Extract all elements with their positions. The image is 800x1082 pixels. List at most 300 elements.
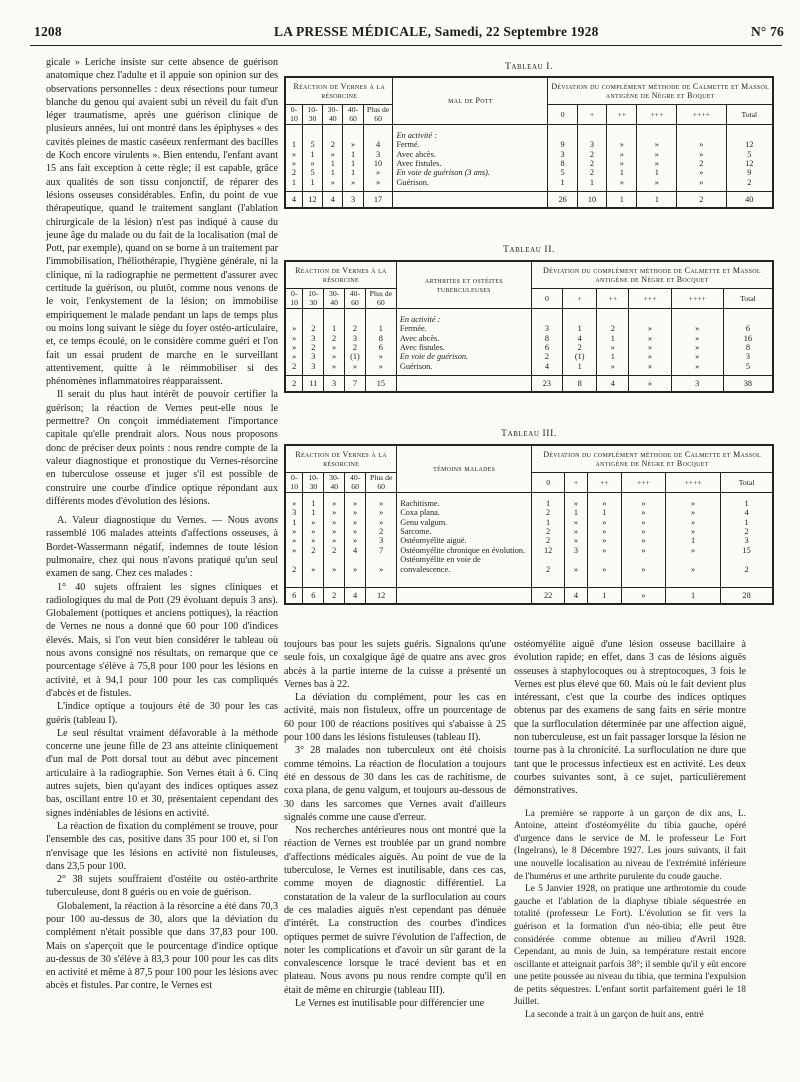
total-cell: 15 — [365, 376, 396, 393]
row-label: Avec abcès. — [399, 333, 440, 343]
table-cell: » — [353, 564, 358, 574]
table-cell: 4 — [544, 361, 549, 371]
row-label: Ostéomyélite aiguë. — [400, 536, 467, 546]
table-cell: 6 — [745, 324, 750, 334]
column-header: 40-60 — [345, 289, 366, 309]
paragraph: Globalement, la réaction à la résorcine a été dans 70,3 pour 100 au-dessus de 30, alors que la déviation du complément n'était possible que dans 37,83 pour 100. Mais on s'aperçoit que le pourcentage d'indice optique au-dessus de 30 s'élève à 83,3 pour 100 pour les cas dits en activité et même à 87,5 pour 100 pour les lésions avec abcès et fistules. Par contre, le Vernes est — [46, 900, 278, 992]
column-header: 10-30 — [303, 289, 324, 309]
table-cell — [288, 131, 300, 140]
table-cell — [580, 131, 604, 140]
table-cell: 1 — [350, 158, 356, 168]
table-cell: 8 — [560, 158, 565, 168]
total-cell: 17 — [363, 192, 393, 209]
table-cell: » — [695, 352, 700, 362]
table-cell: » — [350, 140, 356, 150]
value-column — [531, 308, 562, 375]
total-cell: 1 — [666, 588, 721, 605]
value-column — [723, 308, 773, 375]
column-header: 40-60 — [343, 105, 363, 125]
table-cell: 2 — [379, 526, 384, 536]
column-header: ++ — [588, 473, 622, 493]
total-cell: 3 — [671, 376, 723, 393]
row-labels — [397, 492, 532, 588]
value-column — [285, 124, 302, 191]
value-column — [629, 308, 671, 375]
table-cell: 2 — [546, 564, 551, 574]
table-cell: » — [332, 526, 337, 536]
table-cell: » — [292, 342, 297, 352]
row-label: Guérison. — [399, 361, 433, 371]
table-cell: 3 — [311, 333, 316, 343]
table-cell: » — [332, 352, 337, 362]
table-cell: 2 — [292, 361, 297, 371]
total-cell: 22 — [532, 588, 565, 605]
table-cell: 2 — [699, 158, 704, 168]
table-cell — [305, 315, 321, 324]
column-header: 40-60 — [345, 473, 366, 493]
table-cell: 2 — [291, 168, 297, 178]
total-cell: 6 — [285, 588, 303, 605]
total-cell: » — [629, 376, 671, 393]
value-column — [324, 308, 345, 375]
row-label: Ostéomyélite en voie de convalescence. — [400, 555, 481, 574]
total-cell: 7 — [345, 376, 366, 393]
value-column — [303, 308, 324, 375]
total-cell: 8 — [562, 376, 596, 393]
table-cell: » — [695, 342, 700, 352]
table-cell: 7 — [379, 545, 384, 555]
paragraph: La déviation du complément, pour les cas en activité, mais non fistuleux, offre un pourcentage de 60 pour 100 de réactions positives qui s'abaisse à 25 pour 100 dans les lésions fistuleuses (tableau II). — [284, 692, 506, 744]
table-cell: » — [691, 508, 696, 518]
table-cell: 8 — [745, 342, 750, 352]
table-cell: 12 — [745, 140, 754, 150]
table-cell: 6 — [378, 342, 383, 352]
table-cell: » — [647, 324, 653, 334]
total-cell: 23 — [531, 376, 562, 393]
table-cell: » — [379, 498, 384, 508]
column-header: 10-30 — [303, 473, 324, 493]
row-label: En voie de guérison. — [399, 352, 469, 362]
table-cell: » — [573, 498, 579, 508]
paragraph: L'indice optique a toujours été de 30 pour les cas guéris (tableau I). — [46, 701, 278, 726]
table-cell: 12 — [745, 158, 754, 168]
table-cell: » — [330, 177, 335, 187]
page-header — [34, 24, 784, 44]
value-column — [345, 492, 366, 588]
table-cell: » — [332, 361, 337, 371]
table-cell: 5 — [747, 149, 752, 159]
table-cell: » — [602, 564, 607, 574]
table-cell: » — [375, 177, 381, 187]
value-column — [363, 124, 393, 191]
total-cell: 10 — [577, 192, 606, 209]
table-cell: » — [647, 352, 653, 362]
table-cell: 1 — [330, 158, 335, 168]
value-column — [324, 492, 345, 588]
row-label: Guérison. — [396, 177, 429, 187]
table-cell: » — [573, 526, 579, 536]
table-cell: » — [332, 498, 337, 508]
table-cell — [368, 315, 394, 324]
value-column — [677, 124, 726, 191]
column-header: ++++ — [666, 473, 721, 493]
value-column — [562, 308, 596, 375]
table-cell: 9 — [560, 140, 565, 150]
row-label: Fermée. — [399, 324, 427, 334]
table-cell: » — [311, 517, 316, 527]
table-cell: 1 — [291, 177, 297, 187]
table-cell: » — [573, 564, 579, 574]
table-cell: 2 — [311, 545, 316, 555]
table-cell: 3 — [352, 333, 357, 343]
total-cell: 2 — [285, 376, 303, 393]
table-cell — [305, 131, 320, 140]
row-label: Ostéomyélite chronique en évolution. — [400, 545, 526, 555]
table-cell: » — [695, 333, 700, 343]
table-cell: » — [332, 342, 337, 352]
table-cell: » — [379, 564, 384, 574]
group-header: témoins malades — [397, 445, 532, 492]
table-cell: 16 — [743, 333, 753, 343]
table-cell: » — [691, 564, 696, 574]
paragraph: 2° 38 sujets souffraient d'ostéite ou ostéo-arthrite tuberculeuse, dont 8 guéris ou en voie de guérison. — [46, 874, 278, 899]
table-cell: 1 — [602, 508, 607, 518]
table-cell: 3 — [560, 149, 565, 159]
column-header: + — [562, 289, 596, 309]
table-cell: » — [353, 526, 358, 536]
value-column — [548, 124, 577, 191]
row-label: En voie de guérison (3 ans). — [396, 168, 490, 178]
table-cell — [325, 131, 340, 140]
section-heading-paragraph: A. Valeur diagnostique du Vernes. — Nous avons rassemblé 106 malades atteints d'affections osseuses, à Bordet-Wassermann négatif, indemnes de toute lésion pulmonaire, chez qui nous n'avons pratiqué qu'un seul examen de sang. Chez ces malades : — [46, 515, 278, 580]
group-header: arthrites et ostéites tuberculeuses — [396, 261, 531, 308]
column-header: ++++ — [671, 289, 723, 309]
table-cell: » — [641, 517, 646, 527]
column-header: Plus de 60 — [365, 289, 396, 309]
table-cell: 1 — [546, 498, 551, 508]
row-label: Avec fistules. — [399, 342, 445, 352]
table-cell: 2 — [747, 177, 752, 187]
table-cell: » — [350, 177, 356, 187]
total-cell: 4 — [285, 192, 302, 209]
total-cell: 26 — [548, 192, 577, 209]
paragraph: Le 5 Janvier 1928, on pratique une arthrotomie du coude gauche et l'ablation de la diaphyse tibiale séquestrée en totalité (professeur Le Fort). L'évolution se fit vers la guérison et la formation d'un néo-tibia; elle peut être considérée comme obtenue au milieu d'Avril 1928. Cependant, au mois de Juin, sa température restait encore oscillante et atteignait parfois 38°; il semble qu'il y eût encore une petite poussée au niveau du tibia, que termina l'expulsion de petits séquestres. L'enfant sortit parfaitement guéri le 18 Juillet. — [514, 884, 746, 1008]
table-1 — [284, 76, 774, 209]
total-cell: 3 — [343, 192, 363, 209]
table-cell: » — [691, 498, 696, 508]
row-labels — [396, 308, 531, 375]
case-notes — [514, 808, 746, 1022]
total-cell: 2 — [677, 192, 726, 209]
table-cell: 1 — [577, 361, 582, 371]
paragraph: La réaction de fixation du complément se trouve, pour l'ensemble des cas, positive dans 35 pour 100 et, si l'on n'envisage que les lésions en activité non fistuleuses, dans 23,5 pour 100. — [46, 820, 278, 872]
table-cell: 2 — [589, 158, 595, 168]
row-label: En activité : — [396, 130, 437, 140]
paragraph: Il serait du plus haut intérêt de pouvoir certifier la guérison; la réaction de Vernes peut-elle nous le permettre? On conçoit immédiatement l'importance capitale qu'elle prendrait alors. Nous nous proposons donc de préciser deux points : nous rendre compte de la valeur diagnostique et pronostique du Vernes-résorcine en tuberculose osseuse et juger s'il est possible de construire une courbe d'indice optique répondant aux différents modes d'évolution des lésions. — [46, 389, 278, 507]
table-cell: 2 — [332, 545, 337, 555]
table-cell: » — [311, 536, 316, 546]
value-column — [345, 308, 366, 375]
value-column — [302, 124, 322, 191]
table-cell: » — [699, 140, 704, 150]
table-cell: » — [647, 333, 653, 343]
table-cell: 8 — [378, 333, 383, 343]
table-cell: » — [353, 536, 358, 546]
total-cell: 4 — [323, 192, 343, 209]
table-cell: » — [573, 517, 579, 527]
table-cell: » — [695, 324, 700, 334]
table-cell: » — [378, 361, 383, 371]
row-label: En activité : — [399, 314, 441, 324]
table-cell: 1 — [560, 177, 565, 187]
total-cell: 4 — [597, 376, 629, 393]
table-cell: 2 — [330, 140, 335, 150]
column-header: 0-10 — [285, 289, 303, 309]
total-cell: 1 — [607, 192, 637, 209]
table-cell — [674, 315, 721, 324]
paragraph: 3° 28 malades non tuberculeux ont été choisis comme témoins. La réaction de floculation a toujours été en dessous de 30 dans les cas de rachitisme, de coxa plana, de genu valgum, et toujours au-dessous de 30 dans les sarcomes que Vernes avait d'ailleurs signalés comme une cause d'erreur. — [284, 745, 506, 823]
paragraph: La seconde a trait à un garçon de huit ans, entré — [525, 1010, 704, 1021]
table-cell: 4 — [375, 140, 381, 150]
table-cell: » — [292, 352, 297, 362]
value-column — [532, 492, 565, 588]
group-header: mal de Pott — [393, 77, 548, 124]
table-cell — [679, 131, 723, 140]
table-2 — [284, 260, 774, 393]
table-cell: 1 — [310, 177, 315, 187]
column-header: 10-30 — [302, 105, 322, 125]
table-cell: 1 — [330, 168, 335, 178]
column-header: +++ — [637, 105, 677, 125]
table-cell: » — [654, 149, 659, 159]
table-cell: 6 — [544, 342, 549, 352]
table-cell: » — [695, 361, 700, 371]
table-cell: » — [330, 149, 335, 159]
table-cell: » — [641, 564, 646, 574]
total-label-cell — [397, 588, 532, 605]
table-cell: » — [291, 149, 297, 159]
table-cell: 3 — [745, 352, 750, 362]
table-cell: » — [379, 508, 384, 518]
paragraph: Nos recherches antérieures nous ont montré que la réaction de Vernes est troublée par un grand nombre d'affections médicales aiguës. Au point de vue de la tuberculose, le Vernes est inutilisable, dans ces cas, comme moyen de diagnostic différentiel. La constatation de la valeur de la surfloculation au cours de ces maladies aiguës n'est cependant pas dénuée d'intérêt. La construction des courbes d'indices optiques permet de suivre l'évolution de l'affection, de noter les complications et d'avoir un sûr garant de la convalescence lorsque le tracé devient bas et en plateau. Nous avons pu nous rendre compte qu'il en était de même en chirurgie (tableau III). — [284, 825, 506, 996]
table-cell: 1 — [350, 149, 356, 159]
table-cell: 3 — [311, 361, 316, 371]
table-cell: 3 — [311, 352, 316, 362]
table-cell: 15 — [742, 545, 751, 555]
paragraph: toujours bas pour les sujets guéris. Signalons qu'une seule fois, un coxalgique âgé de quatre ans avec gros abcès à la partie interne de la cuisse a présenté un Vernes bas à 22. — [284, 639, 506, 690]
row-label: Avec abcès. — [396, 149, 436, 159]
table-cell — [599, 315, 626, 324]
table-cell: 2 — [744, 564, 749, 574]
total-cell: » — [621, 588, 665, 605]
value-column — [607, 124, 637, 191]
table-cell — [288, 315, 300, 324]
table-cell: 1 — [378, 324, 383, 334]
table-cell: » — [699, 149, 704, 159]
table-cell: 2 — [352, 324, 357, 334]
column-header: 0 — [532, 473, 565, 493]
table-cell: » — [379, 517, 384, 527]
table-cell: 2 — [744, 526, 749, 536]
journal-title: LA PRESSE MÉDICALE, Samedi, 22 Septembre 1928 — [274, 24, 599, 39]
table-cell: 2 — [546, 526, 551, 536]
value-column — [565, 492, 588, 588]
table-cell — [345, 131, 360, 140]
value-column — [721, 492, 773, 588]
table-cell: » — [619, 140, 624, 150]
value-column — [588, 492, 622, 588]
vernes-header: Réaction de Vernes à la résorcine — [285, 77, 393, 105]
value-column — [666, 492, 721, 588]
table-cell: 5 — [310, 140, 315, 150]
column-header: Total — [723, 289, 773, 309]
table-cell: » — [353, 517, 358, 527]
table-cell: 2 — [589, 168, 595, 178]
table-cell: 1 — [619, 168, 624, 178]
value-column — [303, 492, 324, 588]
row-label: Sarcome. — [400, 526, 432, 536]
table-cell: (1) — [350, 352, 360, 362]
table-cell: 1 — [311, 498, 316, 508]
table-cell: » — [310, 158, 315, 168]
value-column — [671, 308, 723, 375]
table-cell — [639, 131, 674, 140]
table-cell: » — [573, 536, 579, 546]
total-cell: 3 — [324, 376, 345, 393]
total-cell: 2 — [324, 588, 345, 605]
table-cell: » — [602, 498, 607, 508]
table-cell: 2 — [311, 324, 316, 334]
paragraph: 1° 40 sujets offraient les signes cliniques et radiologiques du mal de Pott (29 évoluant depuis 3 ans). Globalement (pottiques et anciens pottiques), la réaction de Vernes ne nous a donné que 60 pour 100 d'indices élevés. Mais, si l'on veut bien considérer le tableau où nous avons consigné nos résultats, on remarque que ce pourcentage s'élève à 75,8 pour 100 pour les lésions en activité, et à 94,1 pour 100 pour les cas compliqués d'abcès et de fistules. — [46, 581, 278, 699]
table-cell: 5 — [560, 168, 565, 178]
table-3-caption: Tableau III. — [501, 429, 557, 439]
table-cell: 2 — [311, 342, 316, 352]
column-header: +++ — [621, 473, 665, 493]
paragraph: Le Vernes est inutilisable pour différencier une — [295, 998, 485, 1010]
table-cell — [550, 131, 574, 140]
table-cell: » — [619, 158, 624, 168]
total-cell: 4 — [345, 588, 366, 605]
total-label-cell — [393, 192, 548, 209]
complement-header: Déviation du complément méthode de Calmette et Massol antigène de Nègre et Bocquet — [531, 261, 773, 289]
value-column — [323, 124, 343, 191]
total-cell: 1 — [588, 588, 622, 605]
table-cell: 1 — [589, 177, 595, 187]
table-cell: » — [691, 545, 696, 555]
row-label: Coxa plana. — [400, 508, 440, 518]
table-cell: » — [332, 508, 337, 518]
total-cell: 4 — [565, 588, 588, 605]
column-header: Plus de 60 — [363, 105, 393, 125]
table-cell: » — [610, 361, 615, 371]
table-cell: » — [641, 536, 646, 546]
table-cell: » — [699, 168, 704, 178]
table-cell — [326, 315, 342, 324]
table-cell: » — [641, 545, 646, 555]
value-column — [577, 124, 606, 191]
table-cell: 3 — [544, 324, 549, 334]
table-cell: 1 — [546, 517, 551, 527]
table-cell: 2 — [546, 508, 551, 518]
value-column — [343, 124, 363, 191]
table-cell: 1 — [310, 149, 315, 159]
issue-number: N° 76 — [750, 24, 784, 39]
table-cell: 3 — [292, 508, 297, 518]
total-label-cell — [396, 376, 531, 393]
value-column — [285, 308, 303, 375]
table-cell: 1 — [744, 517, 749, 527]
table-cell: » — [353, 498, 358, 508]
row-label: Avec fistules. — [396, 158, 442, 168]
table-cell — [534, 315, 560, 324]
column-header: + — [565, 473, 588, 493]
table-cell: » — [654, 158, 659, 168]
table-cell: 4 — [744, 508, 749, 518]
vernes-header: Réaction de Vernes à la résorcine — [285, 445, 397, 473]
row-label: Genu valgum. — [400, 517, 448, 527]
middle-column — [284, 638, 506, 1010]
table-cell: » — [292, 526, 297, 536]
value-column — [285, 492, 303, 588]
table-cell: 1 — [691, 536, 696, 546]
total-cell: 1 — [637, 192, 677, 209]
table-cell — [609, 131, 634, 140]
table-cell: » — [641, 526, 646, 536]
table-cell: 1 — [744, 498, 749, 508]
table-cell: » — [610, 342, 615, 352]
table-cell: » — [691, 526, 696, 536]
table-cell: » — [332, 536, 337, 546]
table-cell: 8 — [544, 333, 549, 343]
total-cell: 12 — [366, 588, 397, 605]
total-cell: 11 — [303, 376, 324, 393]
total-cell: 12 — [302, 192, 322, 209]
table-cell: 1 — [292, 517, 297, 527]
table-cell: 12 — [543, 545, 553, 555]
table-cell: 4 — [353, 545, 358, 555]
table-cell: 2 — [610, 324, 615, 334]
table-cell: » — [641, 498, 646, 508]
table-cell: 2 — [544, 352, 549, 362]
column-header: 0-10 — [285, 105, 302, 125]
value-column — [637, 124, 677, 191]
column-header: 30-40 — [324, 473, 345, 493]
paragraph: ostéomyélite aiguë d'une lésion osseuse bacillaire à évolution rapide; en effet, dans 3 cas de lésions aiguës osseuses à staphylocoques ou à streptocoques, 3 fois le Vernes est plus élevé que 60. Mais où le fait devient plus intéressant, c'est que la courbe des indices optiques obtenus par des examens de sang faits en série montre que la surfloculation déterminée par une affection aiguë, non tuberculeuse, est un fait passager lorsque la lésion ne tourne pas à la chronicité. La surfloculation ne dure que tant que le processus infectieux est en activité. Les deux courbes suivantes sont, à ce sujet, particulièrement démonstratives. — [514, 639, 746, 797]
table-cell: » — [353, 508, 358, 518]
vernes-header: Réaction de Vernes à la résorcine — [285, 261, 396, 289]
table-cell: 1 — [654, 168, 659, 178]
table-cell: » — [375, 168, 381, 178]
table-cell: » — [602, 545, 607, 555]
table-cell: 3 — [573, 545, 579, 555]
table-cell: » — [292, 536, 297, 546]
table-cell: 1 — [350, 168, 356, 178]
table-cell: 5 — [745, 361, 750, 371]
table-cell: » — [647, 342, 653, 352]
table-3 — [284, 444, 774, 605]
table-cell: 3 — [744, 536, 749, 546]
table-cell: 1 — [311, 508, 316, 518]
paragraph: gicale » Leriche insiste sur cette absence de guérison anatomique chez l'adulte et il appuie son opinion sur des observations personnelles : deux résections pour tumeur blanche du genou qui avaient subi un réveil du fait d'un léger traumatisme, après une guérison clinique de plusieurs années, lui ont montré dans les épiphyses « des cavités pleines de mastic caséeux renfermant des bacilles de Koch encore virulents ». Bien entendu, l'enfant avant 15 ans fait exception à cette règle; il est capable, grâce aux qualités de son tissu conjonctif, de réparer des lésions osseuses considérables. Enfin, du point de vue thérapeutique, quand le traitement sanglant (l'ablation chirurgicale de la lésion) n'est pas indiqué à cause du jeune âge du malade ou du fait de la localisation (mal de Pott, par exemple), quand on se borne à un traitement par l'immobilisation, l'héliothérapie, l'hygiène générale, ni la clinique, ni la radiographie ne permettent d'assurer avec certitude la guérison, ou plutôt, comme nous venons de le voir, l'enkystement de la lésion; on immobilise empiriquement le malade pendant un laps de temps plus ou moins long suivant le siège du foyer ostéo-articulaire, et, ce temps écoulé, on le considère comme guéri et l'on fait un essai prudent de marche en le surveillant attentivement, quitte à le réimmobiliser si des phénomènes inflammatoires réapparaissent. — [46, 57, 278, 388]
table-cell: 5 — [310, 168, 315, 178]
value-column — [597, 308, 629, 375]
table-2-caption: Tableau II. — [503, 245, 555, 255]
table-cell: » — [292, 498, 297, 508]
table-cell: 4 — [577, 333, 582, 343]
table-cell: » — [641, 508, 646, 518]
value-column — [365, 308, 396, 375]
table-cell: 3 — [379, 536, 384, 546]
